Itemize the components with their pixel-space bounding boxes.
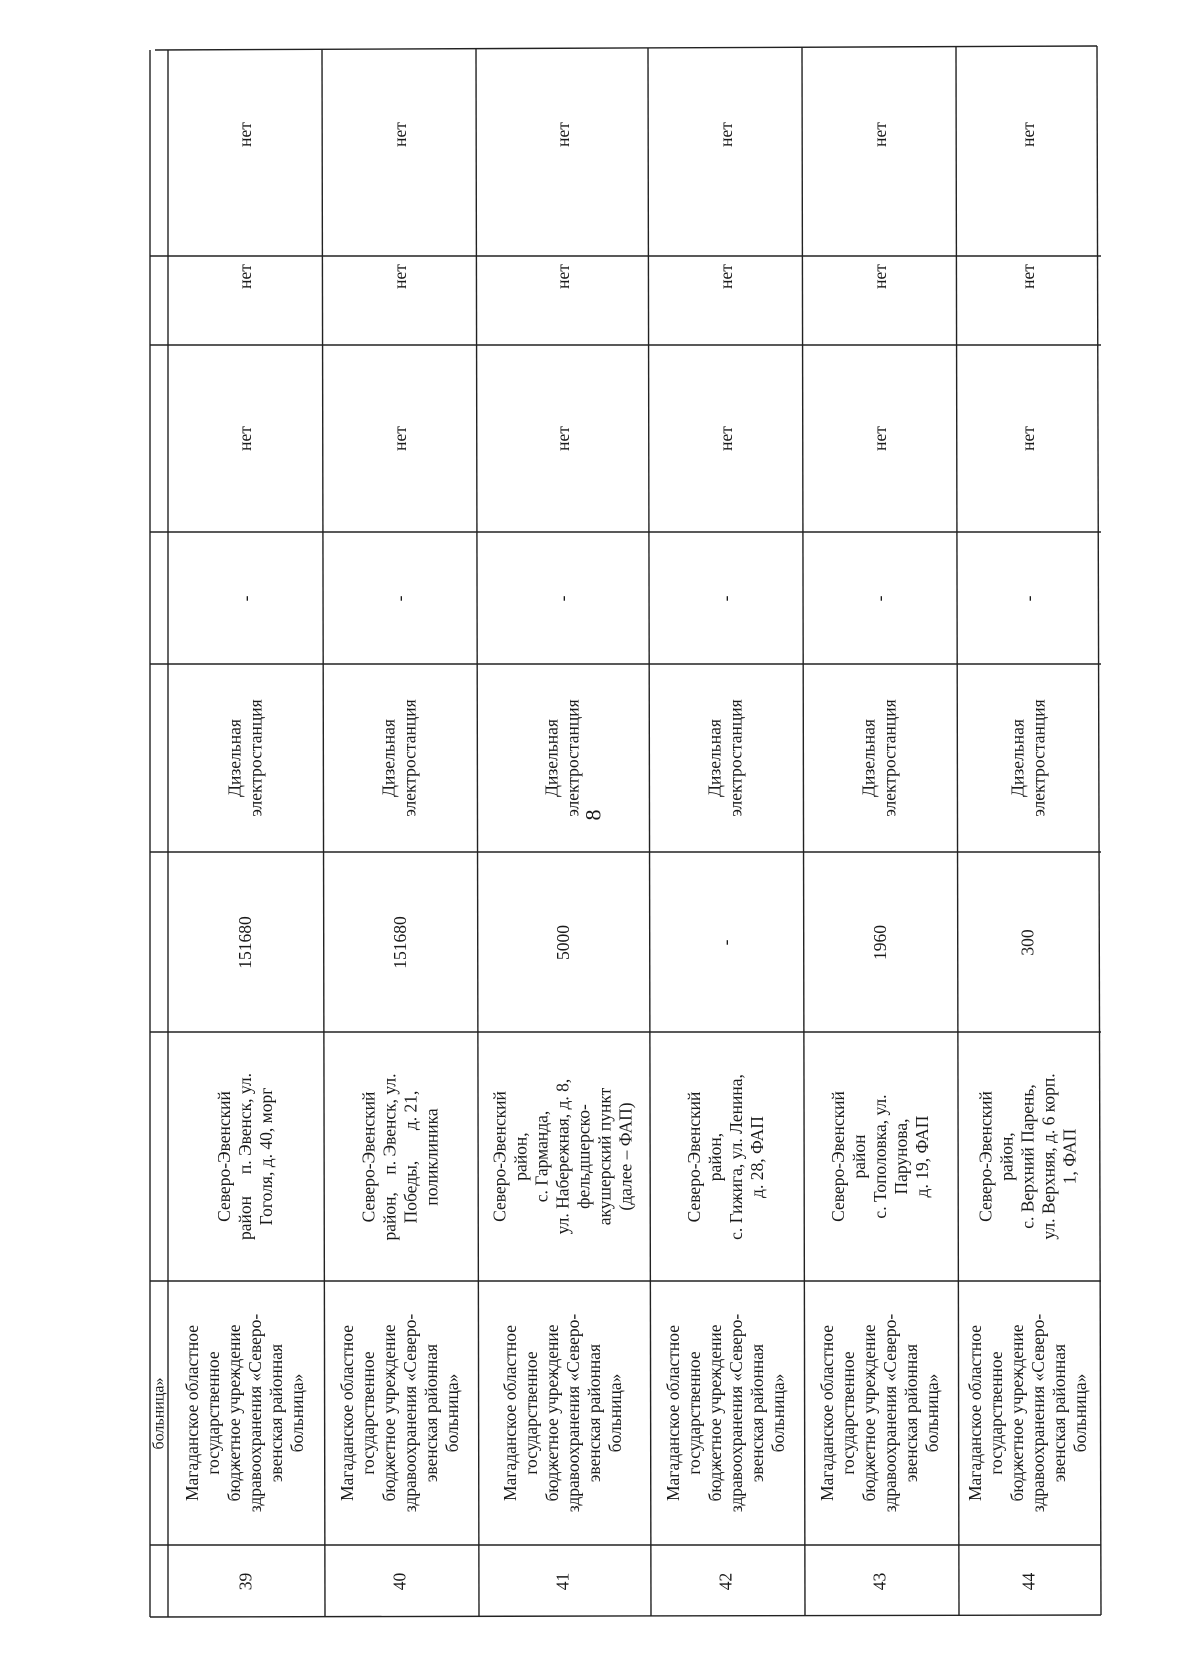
address-cell — [168, 1032, 323, 1281]
status-cell-8 — [323, 256, 477, 345]
dash-cell — [649, 532, 803, 664]
status-cell-9 — [649, 46, 803, 256]
address-line: Северо-Эвенский — [976, 1091, 996, 1222]
status-value: нет — [552, 122, 573, 147]
status-value: нет — [389, 426, 410, 451]
fragment-text: больница» — [150, 1377, 168, 1449]
power-source-line: Дизельная — [542, 719, 562, 797]
status-cell-7 — [168, 345, 323, 532]
address-line: с. Гарманда, — [531, 1110, 552, 1203]
status-cell-7 — [477, 345, 649, 532]
institution-line: больница» — [442, 1373, 463, 1453]
institution-cell — [803, 1281, 957, 1545]
address-line: Северо-Эвенский — [827, 1091, 848, 1222]
area-cell — [477, 852, 649, 1032]
address-line: район, — [510, 1132, 531, 1181]
institution-line: здравоохранения «Северо- — [880, 1313, 901, 1513]
address-line: д. 28, ФАП — [747, 1115, 768, 1198]
dash-cell — [803, 532, 957, 664]
power-source-cell — [649, 664, 803, 852]
institution-name — [663, 1314, 789, 1512]
institution-line: эвенская районная — [266, 1343, 287, 1483]
address-line: с. Верхний Парень, — [1018, 1084, 1038, 1229]
status-value: нет — [552, 426, 573, 451]
area-cell — [323, 852, 477, 1032]
status-cell-8 — [957, 256, 1100, 345]
institution-name — [183, 1314, 309, 1512]
address-line: с. Гижига, ул. Ленина, — [726, 1073, 747, 1240]
page-number: 8 — [580, 809, 606, 821]
institution-line: больница» — [287, 1373, 308, 1453]
address-line: район п. Эвенск, ул. — [235, 1073, 256, 1240]
status-value: нет — [235, 426, 255, 451]
institution-line: больница» — [922, 1373, 943, 1453]
status-value: нет — [715, 426, 736, 451]
institution-line: государственное — [684, 1351, 705, 1475]
institution-line: Магаданское областное — [500, 1324, 521, 1502]
institution-line: здравоохранения «Северо- — [245, 1313, 266, 1513]
power-source-cell — [168, 664, 323, 852]
area-value: - — [715, 939, 736, 945]
institution-line: здравоохранения «Северо- — [400, 1313, 421, 1513]
institution-line: здравоохранения «Северо- — [1028, 1313, 1049, 1513]
status-value: нет — [1018, 264, 1038, 289]
fragment-cell — [150, 1281, 168, 1545]
institution-name — [817, 1314, 943, 1512]
institution-line: больница» — [605, 1373, 626, 1453]
area-value: 1960 — [869, 924, 890, 960]
address-cell — [649, 1032, 803, 1281]
status-value: нет — [1018, 122, 1038, 147]
row-number-cell — [477, 1545, 649, 1617]
status-cell-7 — [803, 345, 957, 532]
institution-line: государственное — [203, 1351, 224, 1475]
institution-line: Магаданское областное — [965, 1324, 986, 1502]
dash-value: - — [1017, 595, 1038, 601]
dash-value: - — [715, 595, 736, 601]
power-source-line: электростанция — [245, 699, 266, 817]
power-source-line: Дизельная — [224, 719, 245, 797]
institution-line: Магаданское областное — [817, 1324, 838, 1502]
area-cell — [168, 852, 323, 1032]
status-cell-8 — [168, 256, 323, 345]
dash-value: - — [234, 595, 255, 601]
address — [358, 1073, 442, 1240]
institution-line: бюджетное учреждение — [705, 1324, 726, 1502]
address-line: поликлиника — [421, 1107, 442, 1206]
power-source-line: электростанция — [400, 699, 420, 817]
address-line: Северо-Эвенский — [684, 1091, 705, 1222]
institution-line: государственное — [358, 1351, 379, 1475]
address-line: Гоголя, д. 40, морг — [256, 1087, 277, 1226]
institution-line: бюджетное учреждение — [224, 1324, 245, 1502]
institution-line: больница» — [1070, 1373, 1091, 1453]
address-line: Северо-Эвенский — [214, 1091, 235, 1222]
status-value: нет — [389, 122, 410, 147]
institution-line: Магаданское областное — [182, 1324, 203, 1502]
address-line: д. 19, ФАП — [911, 1115, 932, 1198]
row-number: 43 — [869, 1572, 890, 1590]
power-source-line: электростанция — [563, 699, 583, 817]
institution-line: здравоохранения «Северо- — [563, 1313, 584, 1513]
status-cell-7 — [957, 345, 1100, 532]
address-line: Северо-Эвенский — [489, 1091, 510, 1222]
address-line: 1, ФАП — [1060, 1128, 1080, 1185]
row-number: 40 — [389, 1572, 410, 1590]
area-cell — [649, 852, 803, 1032]
dash-value: - — [552, 595, 573, 601]
status-value: нет — [869, 426, 890, 451]
area-value: 5000 — [552, 924, 573, 960]
institution-cell — [649, 1281, 803, 1545]
status-cell-9 — [323, 46, 477, 256]
institution-line: эвенская районная — [901, 1343, 922, 1483]
power-source — [859, 699, 901, 816]
institution-line: бюджетное учреждение — [542, 1324, 563, 1502]
address — [827, 1091, 932, 1222]
dash-value: - — [389, 595, 410, 601]
area-value: 300 — [1018, 928, 1038, 956]
status-cell-9 — [168, 46, 323, 256]
status-cell-9 — [803, 46, 957, 256]
power-source-line: электростанция — [1028, 699, 1049, 817]
status-value: нет — [715, 264, 736, 289]
dash-cell — [957, 532, 1100, 664]
address-line: Северо-Эвенский — [358, 1091, 379, 1222]
power-source-line: электростанция — [880, 699, 900, 817]
address — [684, 1074, 768, 1240]
status-cell-7 — [649, 345, 803, 532]
power-source-cell — [957, 664, 1100, 852]
institution-line: государственное — [986, 1351, 1007, 1475]
dash-cell — [168, 532, 323, 664]
institution-line: бюджетное учреждение — [1007, 1324, 1028, 1502]
row-number: 41 — [552, 1572, 573, 1590]
institution-line: здравоохранения «Северо- — [726, 1313, 747, 1513]
row-number-cell — [649, 1545, 803, 1617]
status-value: нет — [715, 122, 736, 147]
dash-value: - — [869, 595, 890, 601]
status-value: нет — [552, 264, 573, 289]
area-value: 151680 — [235, 915, 255, 969]
dash-cell — [323, 532, 477, 664]
area-value: 151680 — [389, 915, 410, 969]
status-cell-9 — [957, 46, 1100, 256]
institution-cell — [957, 1281, 1100, 1545]
status-value: нет — [869, 122, 890, 147]
address-line: с. Тополовка, ул. — [869, 1094, 890, 1219]
institution-line: Магаданское областное — [663, 1324, 684, 1502]
status-value: нет — [1018, 426, 1038, 451]
status-value: нет — [235, 122, 255, 147]
address-cell — [477, 1032, 649, 1281]
power-source-cell — [803, 664, 957, 852]
institution-line: эвенская районная — [584, 1343, 605, 1483]
status-cell-9 — [477, 46, 649, 256]
institution-line: Магаданское областное — [337, 1324, 358, 1502]
power-source-line: Дизельная — [1007, 719, 1028, 797]
dash-cell — [477, 532, 649, 664]
power-source — [225, 699, 267, 816]
institution-line: бюджетное учреждение — [859, 1324, 880, 1502]
institution-line: государственное — [838, 1351, 859, 1475]
address — [976, 1073, 1081, 1239]
institution-line: государственное — [521, 1351, 542, 1475]
institution-name — [500, 1314, 626, 1512]
institution-cell — [168, 1281, 323, 1545]
address-line: ул. Набережная, д. 8, — [552, 1078, 573, 1235]
row-number: 42 — [715, 1572, 736, 1590]
status-value: нет — [869, 264, 890, 289]
status-cell-8 — [649, 256, 803, 345]
address-line: район, — [997, 1132, 1017, 1181]
power-source — [542, 699, 584, 816]
row-number: 44 — [1018, 1572, 1038, 1590]
address-cell — [323, 1032, 477, 1281]
power-source-line: Дизельная — [379, 719, 399, 797]
status-value: нет — [389, 264, 410, 289]
address-line: (далее – ФАП) — [615, 1102, 636, 1211]
address — [214, 1073, 277, 1240]
status-cell-8 — [477, 256, 649, 345]
institution-line: эвенская районная — [747, 1343, 768, 1483]
address-line: ул. Верхняя, д. 6 корп. — [1039, 1073, 1059, 1240]
address-line: район — [848, 1134, 869, 1179]
area-cell — [957, 852, 1100, 1032]
area-cell — [803, 852, 957, 1032]
status-cell-7 — [323, 345, 477, 532]
institution-line: эвенская районная — [421, 1343, 442, 1483]
address — [489, 1079, 636, 1235]
row-number-cell — [957, 1545, 1100, 1617]
status-value: нет — [235, 264, 255, 289]
address-line: акушерский пункт — [594, 1087, 615, 1226]
power-source — [705, 699, 747, 816]
row-number-cell — [323, 1545, 477, 1617]
power-source-line: Дизельная — [705, 719, 725, 797]
institution-line: эвенская районная — [1049, 1343, 1070, 1483]
address-cell — [803, 1032, 957, 1281]
institution-name — [337, 1314, 463, 1512]
address-cell — [957, 1032, 1100, 1281]
row-number-cell — [168, 1545, 323, 1617]
address-line: Победы, д. 21, — [400, 1090, 421, 1223]
address-line: Парунова, — [890, 1118, 911, 1195]
institution-name — [966, 1314, 1092, 1512]
address-line: район, п. Эвенск, ул. — [379, 1073, 400, 1240]
address-line: район, — [705, 1132, 726, 1181]
power-source — [379, 699, 421, 816]
institution-line: больница» — [768, 1373, 789, 1453]
institution-cell — [477, 1281, 649, 1545]
power-source — [1008, 699, 1050, 816]
row-number: 39 — [235, 1572, 255, 1590]
institution-line: бюджетное учреждение — [379, 1324, 400, 1502]
status-cell-8 — [803, 256, 957, 345]
power-source-cell — [323, 664, 477, 852]
address-line: фельдшерско- — [573, 1104, 594, 1209]
institution-cell — [323, 1281, 477, 1545]
power-source-line: Дизельная — [859, 719, 879, 797]
power-source-cell — [477, 664, 649, 852]
power-source-line: электростанция — [726, 699, 746, 817]
row-number-cell — [803, 1545, 957, 1617]
